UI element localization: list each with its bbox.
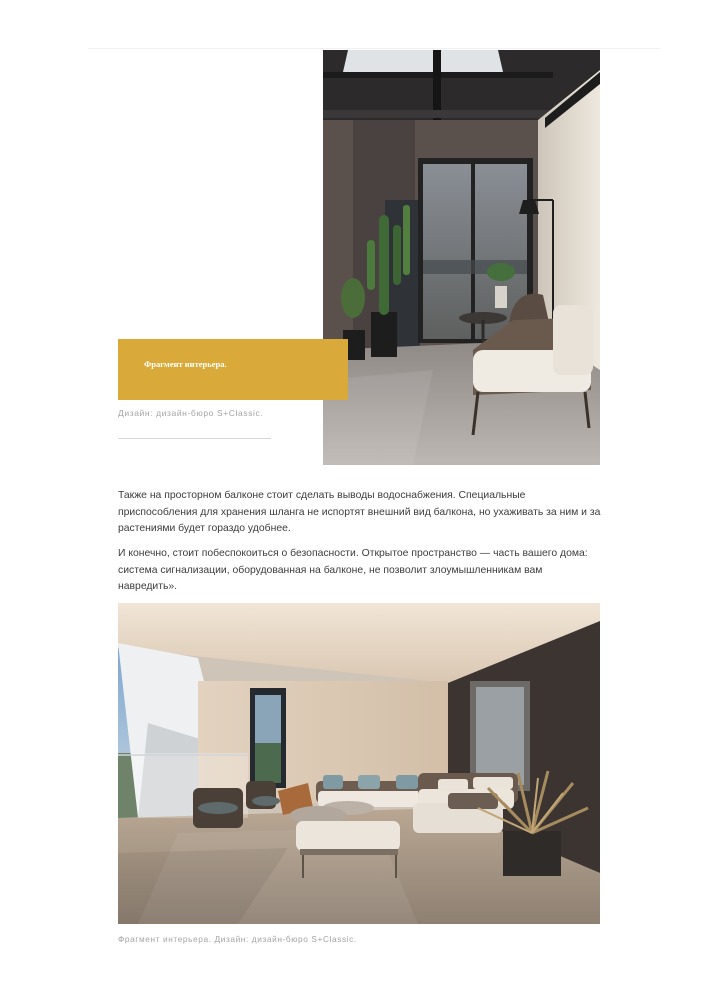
caption-title: Фрагмент интерьера. — [144, 358, 227, 369]
caption-card — [118, 339, 348, 400]
balcony-photo — [323, 50, 600, 465]
photo-caption: Фрагмент интерьера. Дизайн: дизайн-бюро S+Classic. — [118, 934, 357, 944]
caption-divider — [118, 438, 271, 439]
top-divider — [88, 48, 660, 49]
caption-credit: Дизайн: дизайн-бюро S+Classic. — [118, 408, 264, 418]
terrace-photo — [118, 603, 600, 924]
article-paragraph-2: И конечно, стоит побеспокоиться о безопасности. Открытое пространство — часть вашего дома: система сигнализации, оборудованная на балконе, не позволит злоумышленникам вам навредить». — [118, 548, 588, 592]
article-paragraph-1: Также на просторном балконе стоит сделать выводы водоснабжения. Специальные приспособления для хранения шланга не испортят внешний вид балкона, но ухаживать за ним и за растениями будет гораздо удобнее. — [118, 490, 601, 534]
